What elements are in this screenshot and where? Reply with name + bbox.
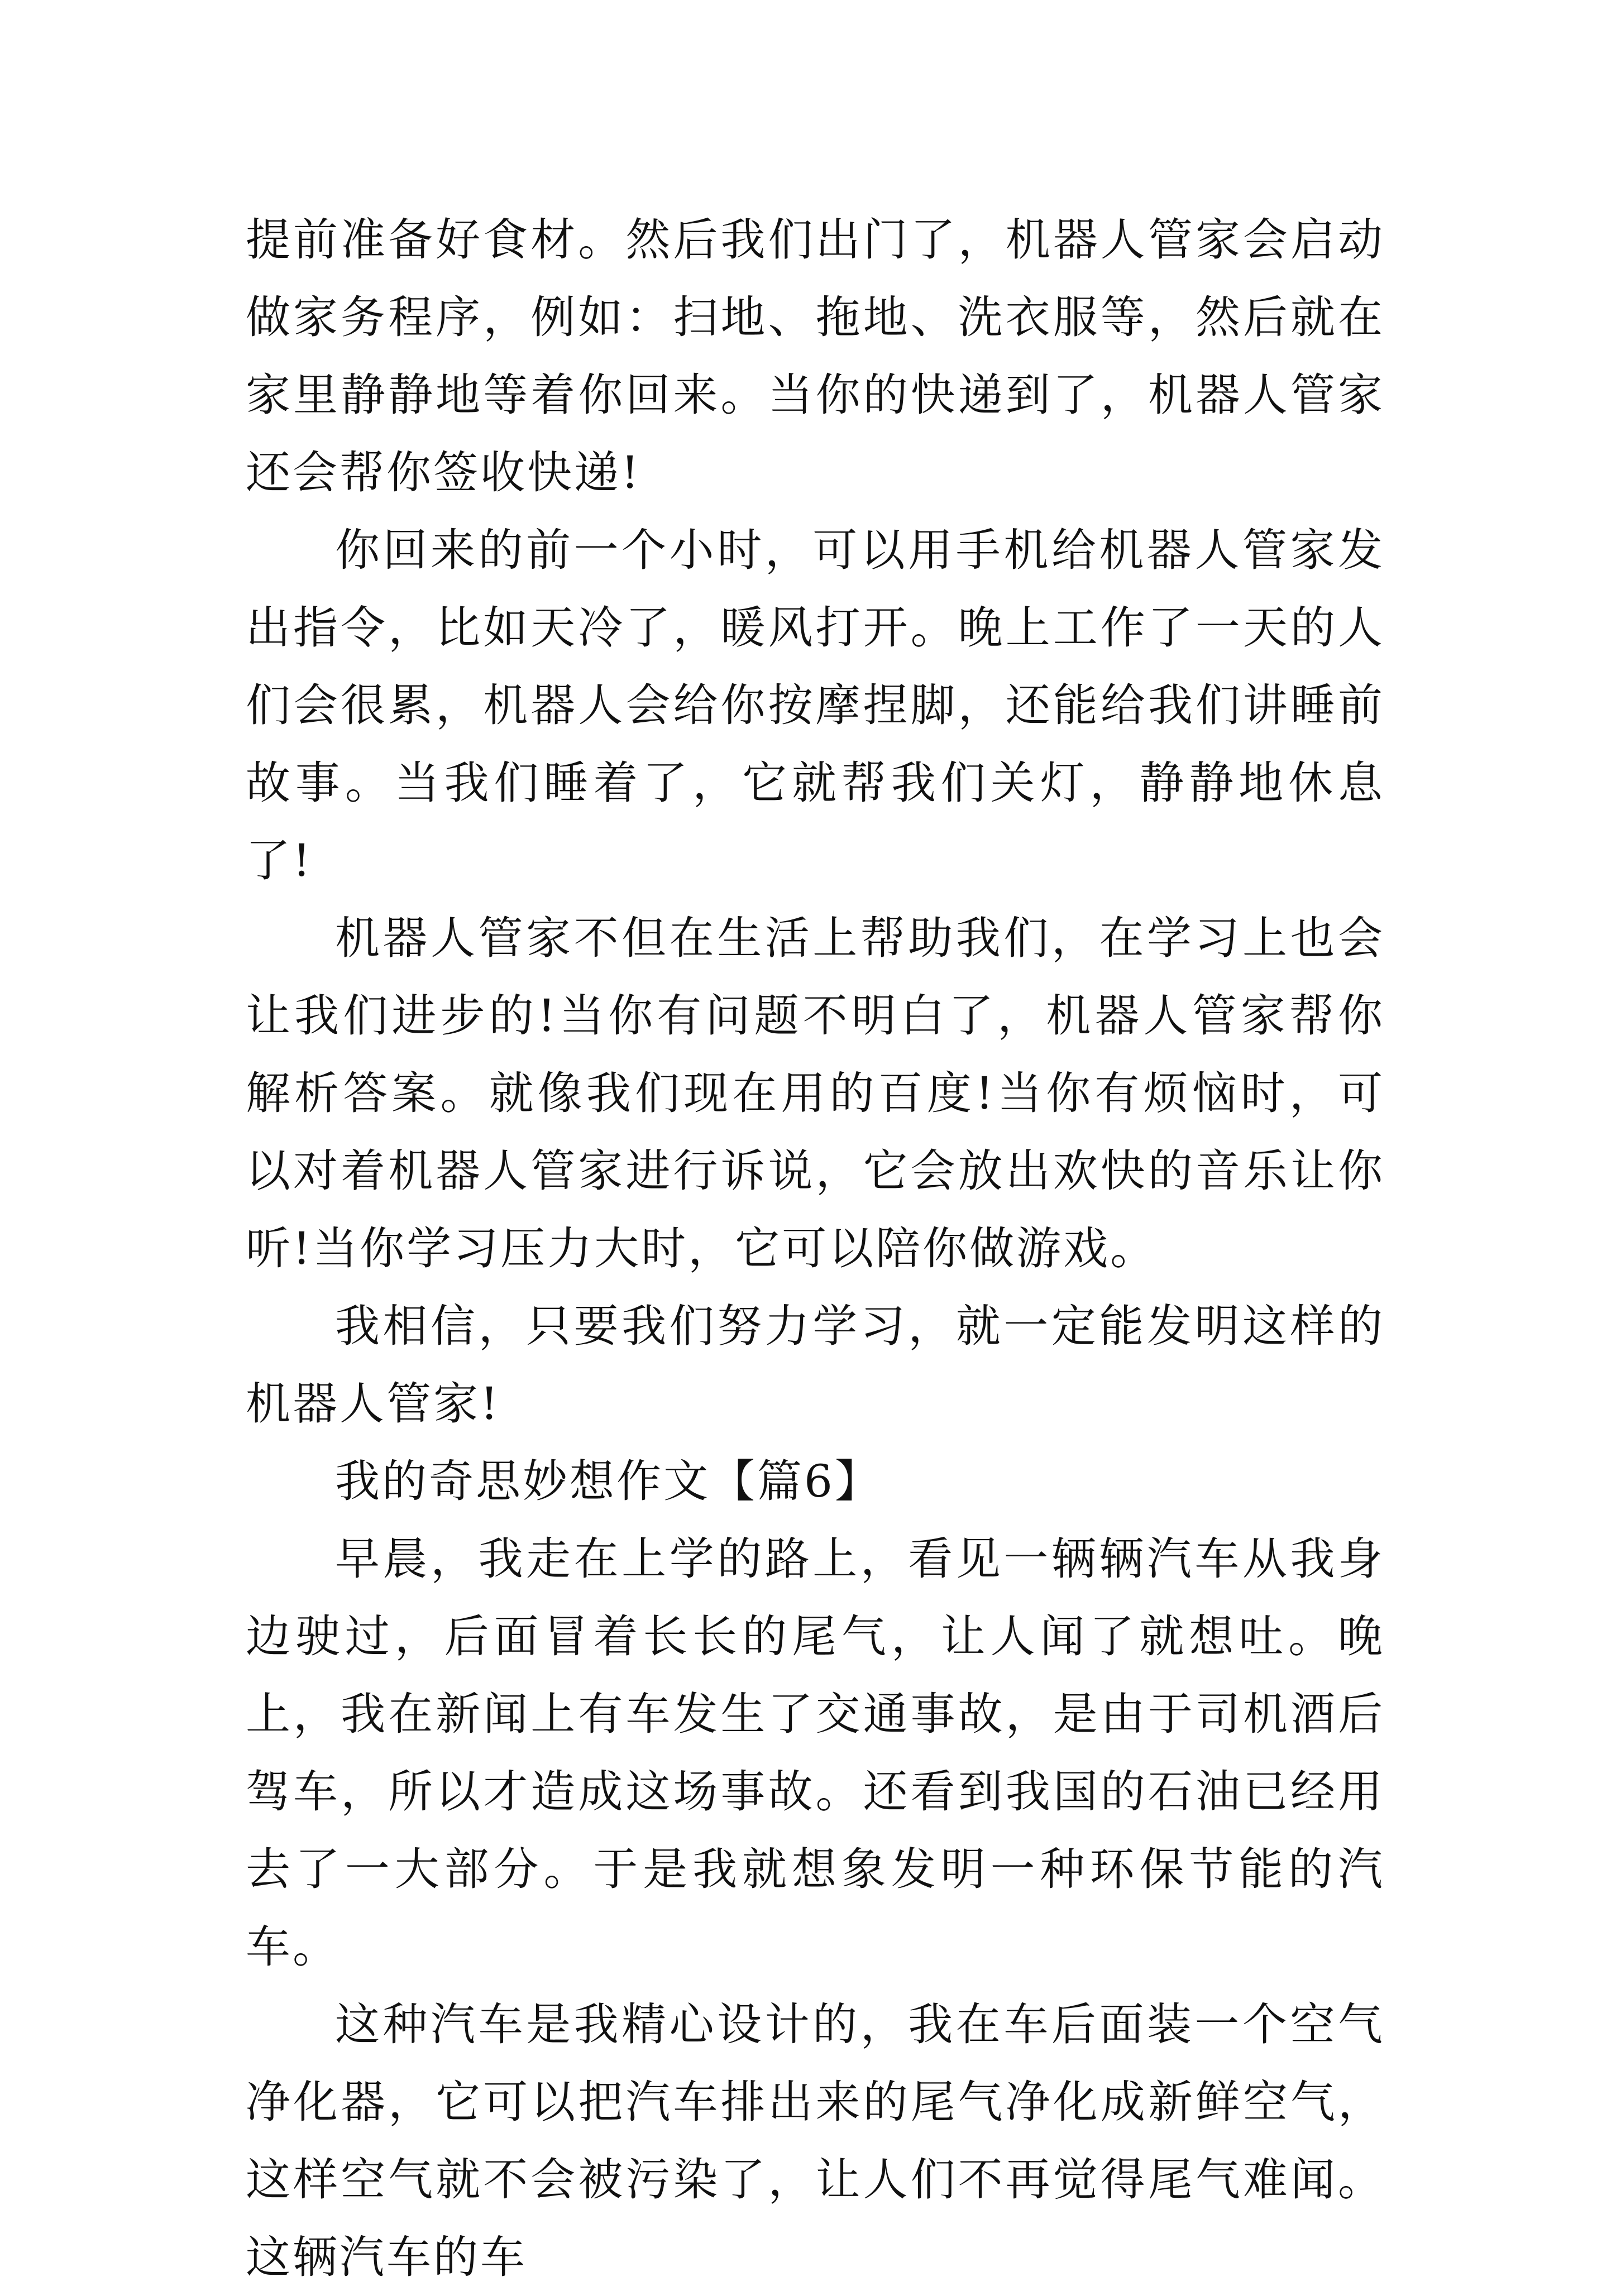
document-body xyxy=(246,201,1385,2296)
paragraph: 我相信，只要我们努力学习，就一定能发明这样的机器人管家! xyxy=(246,1300,1385,1430)
paragraph-continued: 提前准备好食材。然后我们出门了，机器人管家会启动做家务程序，例如：扫地、拖地、洗衣服等，然后就在家里静静地等着你回来。当你的快递到了，机器人管家还会帮你签收快递! xyxy=(246,214,1385,498)
paragraph: 早晨，我走在上学的路上，看见一辆辆汽车从我身边驶过，后面冒着长长的尾气，让人闻了就想吐。晚上，我在新闻上有车发生了交通事故，是由于司机酒后驾车，所以才造成这场事故。还看到我国的石油已经用去了一大部分。于是我就想象发明一种环保节能的汽车。 xyxy=(246,1533,1385,1973)
paragraph: 这种汽车是我精心设计的，我在车后面装一个空气净化器，它可以把汽车排出来的尾气净化成新鲜空气，这样空气就不会被污染了，让人们不再觉得尾气难闻。这辆汽车的车 xyxy=(246,1998,1385,2283)
section-heading: 我的奇思妙想作文【篇6】 xyxy=(335,1455,882,1507)
paragraph: 你回来的前一个小时，可以用手机给机器人管家发出指令，比如天冷了，暖风打开。晚上工作了一天的人们会很累，机器人会给你按摩捏脚，还能给我们讲睡前故事。当我们睡着了，它就帮我们关灯，静静地休息了! xyxy=(246,524,1385,886)
paragraph: 机器人管家不但在生活上帮助我们，在学习上也会让我们进步的!当你有问题不明白了，机器人管家帮你解析答案。就像我们现在用的百度!当你有烦恼时，可以对着机器人管家进行诉说，它会放出欢快的音乐让你听!当你学习压力大时，它可以陪你做游戏。 xyxy=(246,912,1385,1274)
